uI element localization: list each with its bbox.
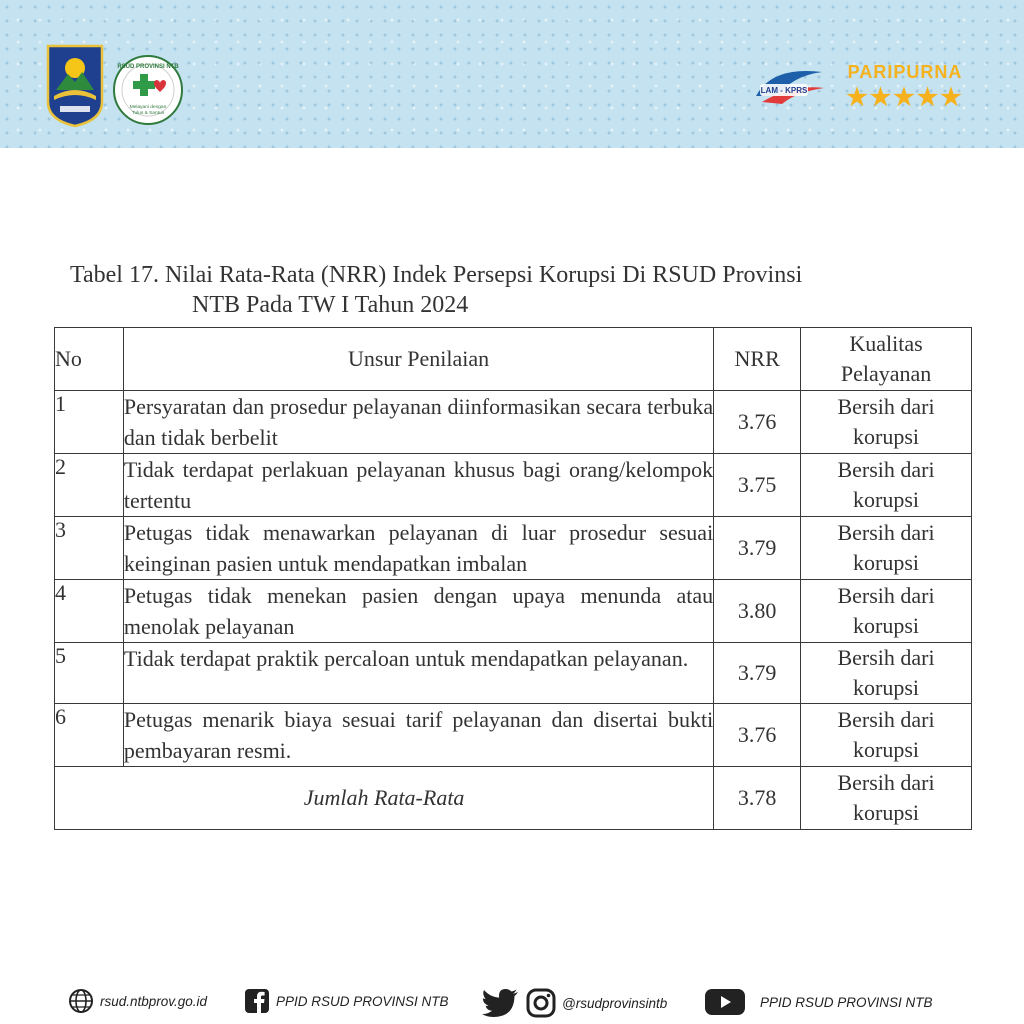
header-kualitas — [801, 328, 972, 391]
row-kualitas: Bersih dari korupsi — [801, 580, 972, 643]
row-unsur: Petugas tidak menekan pasien dengan upaya menunda atau menolak pelayanan — [123, 580, 713, 643]
header-unsur: Unsur Penilaian — [123, 328, 713, 391]
website-link[interactable] — [68, 988, 207, 1014]
instagram-icon — [526, 988, 556, 1018]
total-kualitas: Bersih dari korupsi — [801, 767, 972, 830]
row-kualitas: Bersih dari korupsi — [801, 517, 972, 580]
rating-stars: ★★★★★ — [846, 84, 964, 111]
row-no: 1 — [55, 391, 124, 454]
globe-icon — [68, 988, 94, 1014]
row-unsur: Petugas menarik biaya sesuai tarif pelayanan dan disertai bukti pembayaran resmi. — [123, 704, 713, 767]
total-nrr: 3.78 — [714, 767, 801, 830]
row-unsur: Tidak terdapat perlakuan pelayanan khusus bagi orang/kelompok tertentu — [123, 454, 713, 517]
twitter-icon — [482, 988, 520, 1018]
row-unsur: Persyaratan dan prosedur pelayanan diinformasikan secara terbuka dan tidak berbelit — [123, 391, 713, 454]
ntb-province-emblem-icon — [46, 44, 104, 128]
header-kualitas-2: Pelayanan — [840, 361, 932, 386]
row-nrr: 3.79 — [714, 517, 801, 580]
row-nrr: 3.75 — [714, 454, 801, 517]
table-row — [55, 704, 972, 767]
row-kualitas: Bersih dari korupsi — [801, 704, 972, 767]
row-unsur: Petugas tidak menawarkan pelayanan di luar prosedur sesuai keinginan pasien untuk mendapatkan imbalan — [123, 517, 713, 580]
rsud-provinsi-ntb-logo — [112, 54, 184, 126]
instagram-text: @rsudprovinsintb — [562, 995, 668, 1011]
header-band — [0, 0, 1024, 148]
row-nrr: 3.79 — [714, 643, 801, 704]
row-no: 6 — [55, 704, 124, 767]
nrr-table — [54, 327, 972, 830]
header-nrr: NRR — [714, 328, 801, 391]
table-total-row — [55, 767, 972, 830]
instagram-link[interactable] — [526, 988, 667, 1018]
youtube-link[interactable] — [704, 988, 933, 1016]
svg-text:Tulus & Santun: Tulus & Santun — [131, 111, 165, 116]
svg-text:LAM - KPRS: LAM - KPRS — [760, 86, 808, 95]
header-kualitas-1: Kualitas — [849, 331, 923, 356]
caption-line-2: NTB Pada TW I Tahun 2024 — [192, 292, 469, 318]
table-caption — [70, 260, 990, 320]
total-label: Jumlah Rata-Rata — [55, 767, 714, 830]
twitter-link[interactable] — [482, 988, 526, 1018]
caption-line-1: Tabel 17. Nilai Rata-Rata (NRR) Indek Persepsi Korupsi Di RSUD Provinsi — [70, 262, 803, 288]
table-row — [55, 391, 972, 454]
youtube-text: PPID RSUD PROVINSI NTB — [760, 994, 933, 1010]
row-no: 4 — [55, 580, 124, 643]
facebook-link[interactable] — [244, 988, 449, 1014]
table-row — [55, 454, 972, 517]
accreditation-label: PARIPURNA — [847, 62, 963, 82]
row-nrr: 3.76 — [714, 391, 801, 454]
footer-contacts — [68, 986, 968, 1016]
lam-kprs-logo — [752, 62, 828, 108]
row-no: 2 — [55, 454, 124, 517]
accreditation-badge — [830, 62, 980, 111]
table-row — [55, 580, 972, 643]
row-kualitas: Bersih dari korupsi — [801, 454, 972, 517]
row-nrr: 3.80 — [714, 580, 801, 643]
website-text: rsud.ntbprov.go.id — [100, 993, 208, 1009]
facebook-text: PPID RSUD PROVINSI NTB — [276, 993, 449, 1009]
table-row — [55, 643, 972, 704]
row-no: 3 — [55, 517, 124, 580]
row-kualitas: Bersih dari korupsi — [801, 391, 972, 454]
youtube-icon — [704, 988, 746, 1016]
header-no: No — [55, 328, 124, 391]
facebook-icon — [244, 988, 270, 1014]
row-kualitas: Bersih dari korupsi — [801, 643, 972, 704]
row-unsur: Tidak terdapat praktik percaloan untuk mendapatkan pelayanan. — [123, 643, 713, 704]
table-row — [55, 517, 972, 580]
table-header-row — [55, 328, 972, 391]
row-no: 5 — [55, 643, 124, 704]
row-nrr: 3.76 — [714, 704, 801, 767]
svg-text:RSUD PROVINSI NTB: RSUD PROVINSI NTB — [117, 64, 179, 70]
svg-text:Melayani dengan: Melayani dengan — [129, 105, 167, 110]
